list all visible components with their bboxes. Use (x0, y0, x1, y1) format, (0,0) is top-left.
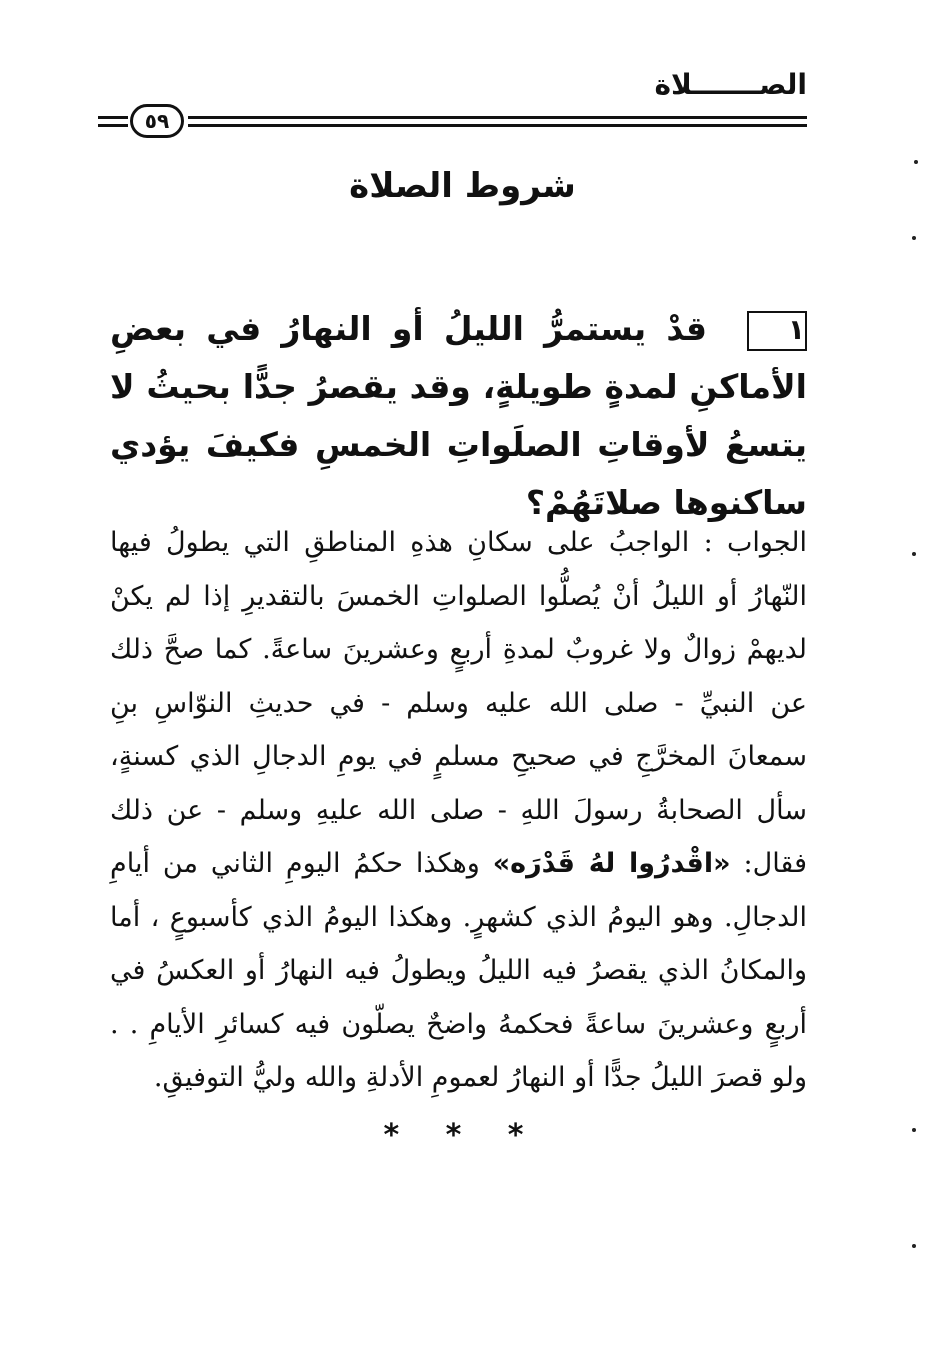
scan-speck (912, 1128, 916, 1132)
answer-block (110, 516, 807, 1105)
scan-speck (914, 160, 918, 164)
section-separator: * * * (383, 1118, 542, 1153)
answer-text: الواجبُ على سكانِ هذهِ المناطقِ التي يطولُ فيها النّهارُ أو الليلُ أنْ يُصلُّوا الصلواتِ الخمسَ بالتقديرِ إذا لم يكنْ لديهمْ زوالٌ ولا غروبٌ لمدةِ أربعٍ وعشرينَ ساعةً. كما صحَّ ذلك عن النبيِّ - صلى الله عليه وسلم - في حديثِ النوّاسِ بنِ سمعانَ المخرَّجِ في صحيحِ مسلمٍ في يومِ الدجالِ الذي كسنةٍ، سأل الصحابةُ رسولَ اللهِ - صلى الله عليهِ وسلم - عن ذلك فقال: (110, 527, 807, 879)
header-rule (188, 116, 807, 119)
hadith-quote: «اقْدرُوا لهُ قَدْرَه» (492, 848, 731, 879)
section-title: شروط الصلاة (349, 166, 576, 206)
question-text: قدْ يستمرُّ الليلُ أو النهارُ في بعضِ الأماكنِ لمدةٍ طويلةٍ، وقد يقصرُ جدًّا بحيثُ لا يتسعُ لأوقاتِ الصلَواتِ الخمسِ فكيفَ يؤدي ساكنوها صلاتَهُمْ؟ (110, 309, 807, 522)
answer-label: الجواب : (703, 527, 807, 558)
header-rule-left (98, 124, 128, 127)
running-title: الصـــــــلاة (654, 68, 807, 101)
header-rule-left (98, 116, 128, 119)
scan-speck (912, 1244, 916, 1248)
header-rule (188, 124, 807, 127)
page-number: ٥٩ (130, 104, 184, 138)
question-block (110, 300, 807, 532)
scan-speck (912, 236, 916, 240)
question-number: ١ (747, 311, 807, 351)
scan-speck (912, 552, 916, 556)
answer-text-continued: وهكذا حكمُ اليومِ الثاني من أيامِ الدجالِ. وهو اليومُ الذي كشهرٍ. وهكذا اليومُ الذي كأسبوعٍ ، أما والمكانُ الذي يقصرُ فيه الليلُ ويطولُ فيه النهارُ أو العكسُ في أربعٍ وعشرينَ ساعةً فحكمهُ واضحٌ يصلّون فيه كسائرِ الأيامِ . . ولو قصرَ الليلُ جدًّا أو النهارُ لعمومِ الأدلةِ والله وليُّ التوفيقِ. (110, 848, 807, 1093)
